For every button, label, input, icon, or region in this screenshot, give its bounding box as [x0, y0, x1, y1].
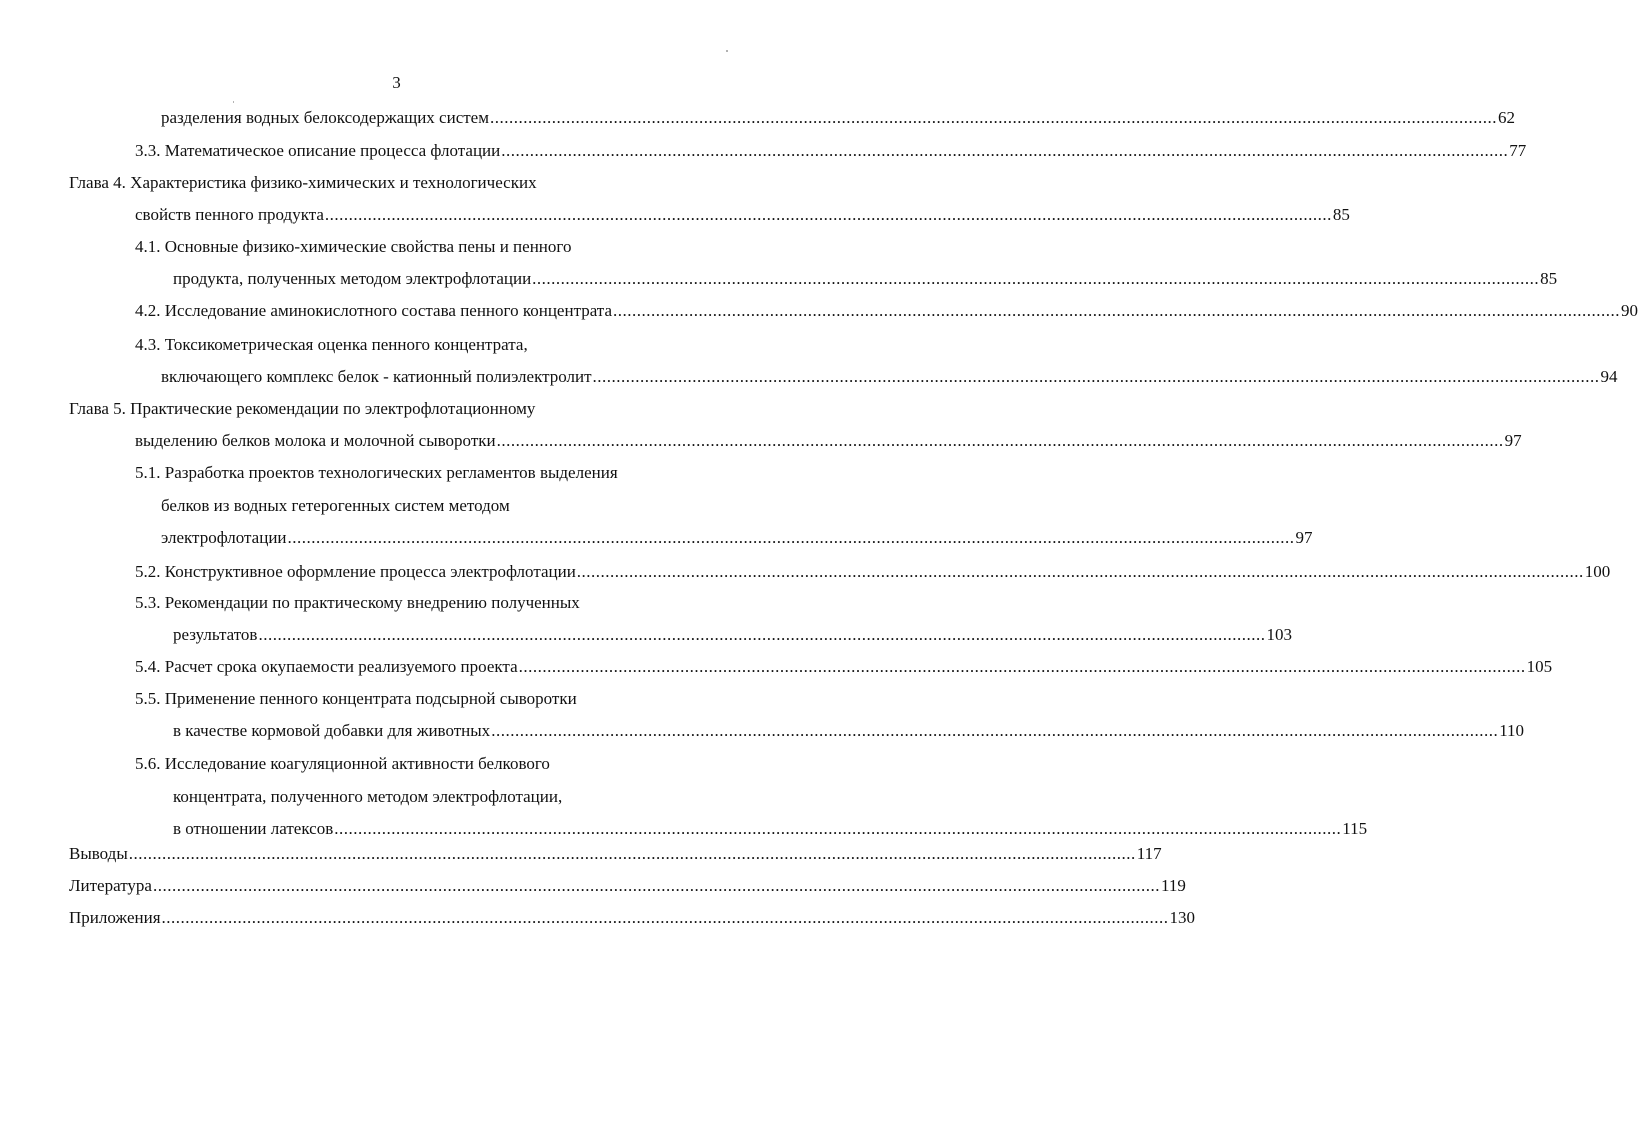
- toc-entry-page: 62: [1497, 108, 1515, 127]
- toc-entry: [135, 561, 1611, 583]
- toc-heading: 5.5. Применение пенного концентрата подсырной сыворотки: [135, 689, 577, 708]
- toc-entry-page: 85: [1540, 269, 1558, 288]
- toc-entry-page: 100: [1584, 562, 1611, 581]
- toc-entry-title: включающего комплекс белок - катионный полиэлектролит: [161, 367, 592, 386]
- toc-heading: Глава 4. Характеристика физико-химических и технологических: [69, 173, 537, 192]
- toc-heading: 4.3. Токсикометрическая оценка пенного концентрата,: [135, 335, 528, 354]
- toc-entry-title: результатов: [173, 625, 258, 644]
- scan-speck: [726, 50, 728, 52]
- toc-entry: [69, 875, 1186, 897]
- toc-entry-title: 3.3. Математическое описание процесса флотации: [135, 141, 501, 160]
- toc-entry-title: 5.4. Расчет срока окупаемости реализуемого проекта: [135, 657, 518, 676]
- toc-entry: [135, 430, 1522, 452]
- dot-leader: ....................................................................................................................................................................................................................: [128, 844, 1136, 863]
- dot-leader: ....................................................................................................................................................................................................................: [324, 205, 1332, 224]
- dot-leader: ....................................................................................................................................................................................................................: [287, 528, 1295, 547]
- toc-heading: 5.3. Рекомендации по практическому внедрению полученных: [135, 593, 580, 612]
- toc-entry-title: Приложения: [69, 908, 161, 927]
- toc-entry: [173, 818, 1368, 840]
- toc-heading: Глава 5. Практические рекомендации по электрофлотационному: [69, 399, 536, 418]
- toc-entry-title: в отношении латексов: [173, 819, 334, 838]
- dot-leader: ....................................................................................................................................................................................................................: [258, 625, 1266, 644]
- dot-leader: ....................................................................................................................................................................................................................: [576, 562, 1584, 581]
- toc-entry-title: 4.2. Исследование аминокислотного состава пенного концентрата: [135, 301, 612, 320]
- toc-entry: [69, 843, 1162, 865]
- toc-entry-page: 97: [1504, 431, 1522, 450]
- toc-entry-page: 94: [1600, 367, 1618, 386]
- toc-entry: [135, 656, 1553, 678]
- toc-entry-title: Литература: [69, 876, 152, 895]
- toc-entry-page: 103: [1266, 625, 1292, 644]
- toc-entry: [161, 527, 1313, 549]
- toc-entry-page: 110: [1499, 721, 1525, 740]
- toc-heading: белков из водных гетерогенных систем методом: [161, 496, 510, 515]
- toc-entry-page: 90: [1621, 301, 1638, 320]
- toc-entry-title: разделения водных белоксодержащих систем: [161, 108, 489, 127]
- toc-entry-page: 85: [1332, 205, 1350, 224]
- toc-entry-page: 105: [1526, 657, 1553, 676]
- toc-heading: 4.1. Основные физико-химические свойства пены и пенного: [135, 237, 572, 256]
- toc-heading: 5.1. Разработка проектов технологических регламентов выделения: [135, 463, 618, 482]
- toc-entry: [161, 366, 1618, 388]
- dot-leader: ....................................................................................................................................................................................................................: [152, 876, 1160, 895]
- toc-entry-title: продукта, полученных методом электрофлотации: [173, 269, 532, 288]
- toc-entry-title: 5.2. Конструктивное оформление процесса электрофлотации: [135, 562, 576, 581]
- toc-entry-page: 117: [1136, 844, 1162, 863]
- dot-leader: ....................................................................................................................................................................................................................: [496, 431, 1504, 450]
- dot-leader: ....................................................................................................................................................................................................................: [489, 108, 1497, 127]
- toc-entry-title: Выводы: [69, 844, 128, 863]
- toc-entry: [135, 140, 1527, 162]
- dot-leader: ....................................................................................................................................................................................................................: [613, 301, 1620, 320]
- toc-heading: концентрата, полученного методом электрофлотации,: [173, 787, 563, 806]
- toc-heading: 5.6. Исследование коагуляционной активности белкового: [135, 754, 550, 773]
- toc-entry: [135, 300, 1638, 322]
- toc-entry-title: выделению белков молока и молочной сыворотки: [135, 431, 496, 450]
- toc-entry-title: свойств пенного продукта: [135, 205, 324, 224]
- toc-entry: [135, 204, 1350, 226]
- scan-speck: [233, 101, 234, 103]
- dot-leader: ....................................................................................................................................................................................................................: [161, 908, 1169, 927]
- toc-entry-page: 97: [1295, 528, 1313, 547]
- toc-entry-page: 77: [1509, 141, 1527, 160]
- toc-entry-page: 130: [1169, 908, 1196, 927]
- dot-leader: ....................................................................................................................................................................................................................: [518, 657, 1526, 676]
- toc-entry: [173, 268, 1558, 290]
- toc-entry-page: 115: [1342, 819, 1368, 838]
- dot-leader: ....................................................................................................................................................................................................................: [592, 367, 1600, 386]
- toc-entry: [69, 907, 1196, 929]
- toc-entry-page: 119: [1160, 876, 1186, 895]
- toc-entry-title: в качестве кормовой добавки для животных: [173, 721, 491, 740]
- toc-entry: [173, 720, 1525, 742]
- dot-leader: ....................................................................................................................................................................................................................: [334, 819, 1342, 838]
- toc-entry: [173, 624, 1292, 646]
- toc-entry: [161, 107, 1515, 129]
- page-number: 3: [392, 73, 401, 92]
- dot-leader: ....................................................................................................................................................................................................................: [532, 269, 1540, 288]
- dot-leader: ....................................................................................................................................................................................................................: [501, 141, 1509, 160]
- toc-entry-title: электрофлотации: [161, 528, 287, 547]
- dot-leader: ....................................................................................................................................................................................................................: [491, 721, 1499, 740]
